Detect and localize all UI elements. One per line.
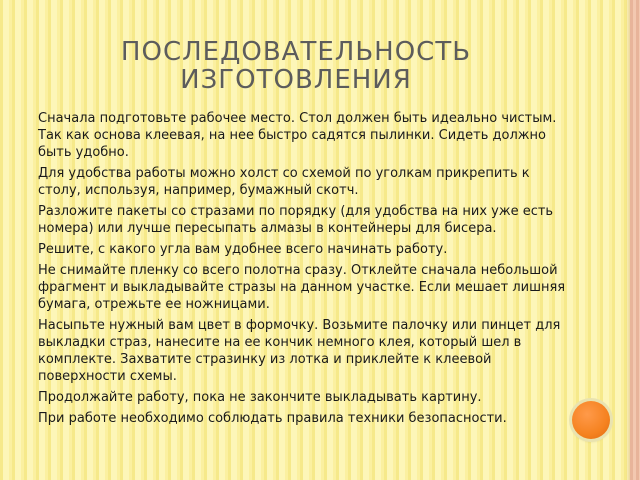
- slide-body: [38, 110, 566, 431]
- paragraph: Для удобства работы можно холст со схемой по уголкам прикрепить к столу, используя, например, бумажный скотч.: [38, 166, 530, 198]
- right-decorative-strip: [630, 0, 640, 480]
- paragraph: Решите, с какого угла вам удобнее всего начинать работу.: [38, 242, 448, 257]
- paragraph: Сначала подготовьте рабочее место. Стол должен быть идеально чистым. Так как основа клеевая, на нее быстро садятся пылинки. Сидеть должно быть удобно.: [38, 111, 557, 160]
- paragraph: Насыпьте нужный вам цвет в формочку. Возьмите палочку или пинцет для выкладки страз, нанесите на ее кончик немного клея, который шел в комплекте. Захватите стразинку из лотка и приклейте к клеевой поверхности схемы.: [38, 318, 561, 384]
- paragraph: При работе необходимо соблюдать правила техники безопасности.: [38, 411, 507, 426]
- paragraph: Продолжайте работу, пока не закончите выкладывать картину.: [38, 390, 482, 405]
- paragraph: Разложите пакеты со стразами по порядку (для удобства на них уже есть номера) или лучше пересыпать алмазы в контейнеры для бисера.: [38, 204, 554, 236]
- paragraph: Не снимайте пленку со всего полотна сразу. Отклейте сначала небольшой фрагмент и выкладывайте стразы на данном участке. Если мешает лишняя бумага, отрежьте ее ножницами.: [38, 263, 566, 312]
- slide-title: ПОСЛЕДОВАТЕЛЬНОСТЬ ИЗГОТОВЛЕНИЯ: [120, 37, 472, 95]
- orange-circle-decoration: [572, 401, 610, 439]
